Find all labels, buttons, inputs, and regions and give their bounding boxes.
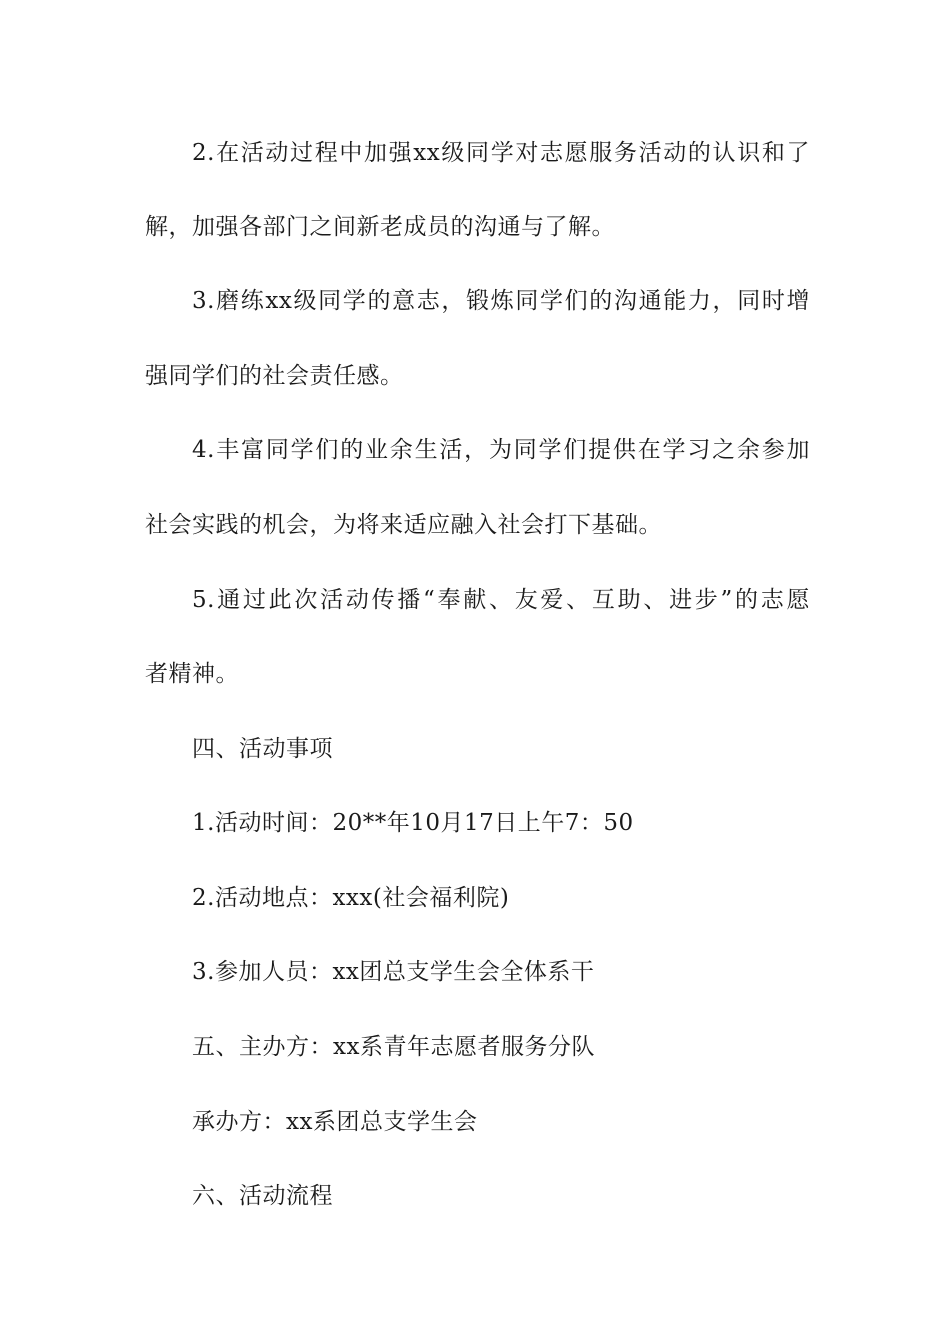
- paragraph-line: 2.在活动过程中加强xx级同学对志愿服务活动的认识和了: [192, 140, 810, 166]
- paragraph-line: 社会实践的机会，为将来适应融入社会打下基础。: [145, 512, 662, 538]
- list-item: 承办方：xx系团总支学生会: [192, 1109, 478, 1135]
- list-item: 1.活动时间：20**年10月17日上午7：50: [192, 810, 634, 836]
- section-heading: 六、活动流程: [192, 1183, 333, 1209]
- paragraph-line: 3.磨练xx级同学的意志，锻炼同学们的沟通能力，同时增: [192, 288, 810, 314]
- list-item: 3.参加人员：xx团总支学生会全体系干: [192, 959, 595, 985]
- paragraph-line: 者精神。: [145, 661, 239, 687]
- paragraph-line: 强同学们的社会责任感。: [145, 363, 404, 389]
- paragraph-line: 解，加强各部门之间新老成员的沟通与了解。: [145, 214, 615, 240]
- paragraph-line: 4.丰富同学们的业余生活，为同学们提供在学习之余参加: [192, 437, 810, 463]
- paragraph-line: 5.通过此次活动传播“奉献、友爱、互助、进步”的志愿: [192, 587, 810, 613]
- list-item: 2.活动地点：xxx(社会福利院): [192, 885, 510, 911]
- section-heading: 四、活动事项: [192, 736, 333, 762]
- section-heading: 五、主办方：xx系青年志愿者服务分队: [192, 1034, 595, 1060]
